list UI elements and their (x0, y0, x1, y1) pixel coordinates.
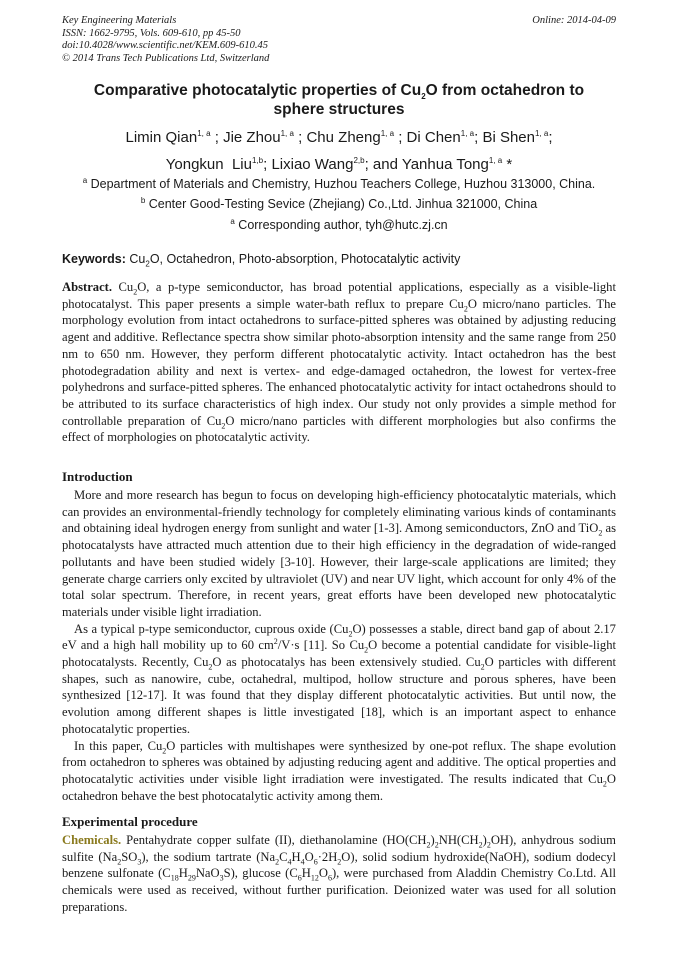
author-name: Di Chen (406, 129, 461, 146)
copyright-line: © 2014 Trans Tech Publications Ltd, Switzerland (62, 52, 270, 64)
online-date: Online: 2014-04-09 (532, 15, 616, 26)
author-name: Chu Zheng (306, 129, 381, 146)
introduction-heading: Introduction (62, 469, 133, 484)
keywords: Keywords: $Cu_2O$, Octahedron, Photo-absorption, Photocatalytic activity (62, 252, 461, 269)
chemicals-label: Chemicals. (62, 833, 122, 847)
author-name: Lixiao Wang (271, 156, 354, 173)
intro-paragraph-1: More and more research has begun to focus on developing high-efficiency photocatalytic materials, which can provides an environmental-friendly technology for completely eliminating various kinds of contaminants and obtaining ideal hydrogen energy from sunlight and water [1-3]. Among semiconductors, ZnO and TiO$_2$ as photocatalysts have attracted much attention due to their high efficiency in the degradation of wide-ranged pollutants and have been studied widely [3-10]. However, their large-scale applications are limited; they generate charge carriers only excited by ultraviolet (UV) and near UV light, which account for only 4% of the total solar spectrum. Therefore, in recent years, great efforts have been developed new photocatalytic materials under visible light irradiation. (62, 488, 617, 619)
issn-line: ISSN: 1662-9795, Vols. 609-610, pp 45-50 (62, 27, 241, 39)
author-name: Yanhua Tong (401, 156, 489, 173)
introduction-body (62, 487, 616, 804)
intro-paragraph-3: In this paper, $Cu_2O$ particles with multishapes were synthesized by one-pot reflux. The shape evolution from octahedron to spheres was obtained by adjusting reducing agent and additive. The optical properties and photocatalytic activities under visible light irradiation were investigated. The results indicated that $Cu_2O$ octahedron behave the best photocatalytic activity among them. (62, 738, 616, 803)
author-name: Limin Qian (125, 129, 198, 146)
author-list: Limin Qian$^{1, a}$ ; Jie Zhou$^{1, a}$ ; Chu Zheng$^{1, a}$ ; Di Chen$^{1, a}$; Bi Shen$^{1, a}$; Yongkun Liu$^{1,b}$; Lixiao Wang$^{2,b}$; and Yanhua Tong$^{1, a}$ * (125, 129, 553, 173)
corresponding-author: $^a$ Corresponding author, tyh@hutc.zj.cn (230, 216, 448, 232)
affiliation-a: $^a$ Department of Materials and Chemistry, Huzhou Teachers College, Huzhou 313000, China. (82, 175, 596, 191)
journal-name: Key Engineering Materials (62, 15, 177, 26)
intro-paragraph-2: As a typical p-type semiconductor, cuprous oxide $(Cu_2O)$ possesses a stable, direct band gap of about 2.17 eV and a high hall mobility up to 60 $cm^2/V\cdot s$ [11]. So $Cu_2O$ become a potential candidate for visible-light photocatalysts. Recently, $Cu_2O$ as photocatalys has been extensively studied. $Cu_2O$ particles with different shapes, such as nanowire, cube, octahedral, multipod, hollow structure and porous spheres, have been synthesized [12-17]. It was found that they display different photocatalytic activities. But until now, the evolution among different shapes is little investigated [18], which is an important aspect to enhance photocatalytic properties. (62, 621, 616, 736)
paper-title: Comparative photocatalytic properties of $Cu_2O$ from octahedron to sphere structures (93, 82, 585, 118)
affiliation-b: $^b$ Center Good-Testing Sevice (Zhejiang) Co.,Ltd. Jinhua 321000, China (140, 195, 538, 211)
abstract-label: Abstract. (62, 280, 113, 294)
keywords-label: Keywords: (62, 252, 126, 266)
author-name: Jie Zhou (223, 129, 281, 146)
author-name: Yongkun Liu (165, 156, 252, 173)
journal-header (62, 15, 269, 65)
author-name: Bi Shen (482, 129, 535, 146)
abstract: Abstract. $Cu_2O$, a p-type semiconductor, has broad potential applications, especially as a visible-light photocatalyst. This paper presents a simple water-bath reflux to prepare $Cu_2O$ micro/nano particles. The morphology evolution from intact octahedrons to surface-pitted spheres was obtained by adjusting reducing agent and additive. Reflectance spectra show similar photo-absorption intensity and the same range from 250 nm to 650 nm. However, they perform different photocatalytic activity. Intact octahedron has the best photodegradation ability and next is vertex- and edge-damaged octahedron, the lowest for vertex-free polyhedrons and surface-pitted spheres. The enhanced photocatalytic activity for intact octahedrons should to be attributed to its surface characteristics of high index. Our study not only provides a simple method for controllable preparation of $Cu_2O$ micro/nano particles with different morphologies but also confirms the effect of morphologies on photocatalytic activity. (62, 280, 616, 445)
experimental-heading: Experimental procedure (62, 814, 198, 829)
chemicals-paragraph: Chemicals. Pentahydrate copper sulfate (II), diethanolamine $(HO(CH_2)_2NH(CH_2)_2OH)$, anhydrous sodium sulfite $(Na_2SO_3)$, the sodium tartrate $(Na_2C_4H_4O_6\cdot 2H_2O)$, solid sodium hydroxide(NaOH), sodium dodecyl benzene sulfonate $(C_{18}H_{29}NaO_3S)$, glucose $(C_6H_{12}O_6)$, were purchased from Aladdin Chemistry Co.Ltd. All chemicals were used as received, without further purification. Deionized water was used for all solution preparations. (62, 833, 616, 914)
doi-line: doi:10.4028/www.scientific.net/KEM.609-610.45 (62, 40, 268, 51)
